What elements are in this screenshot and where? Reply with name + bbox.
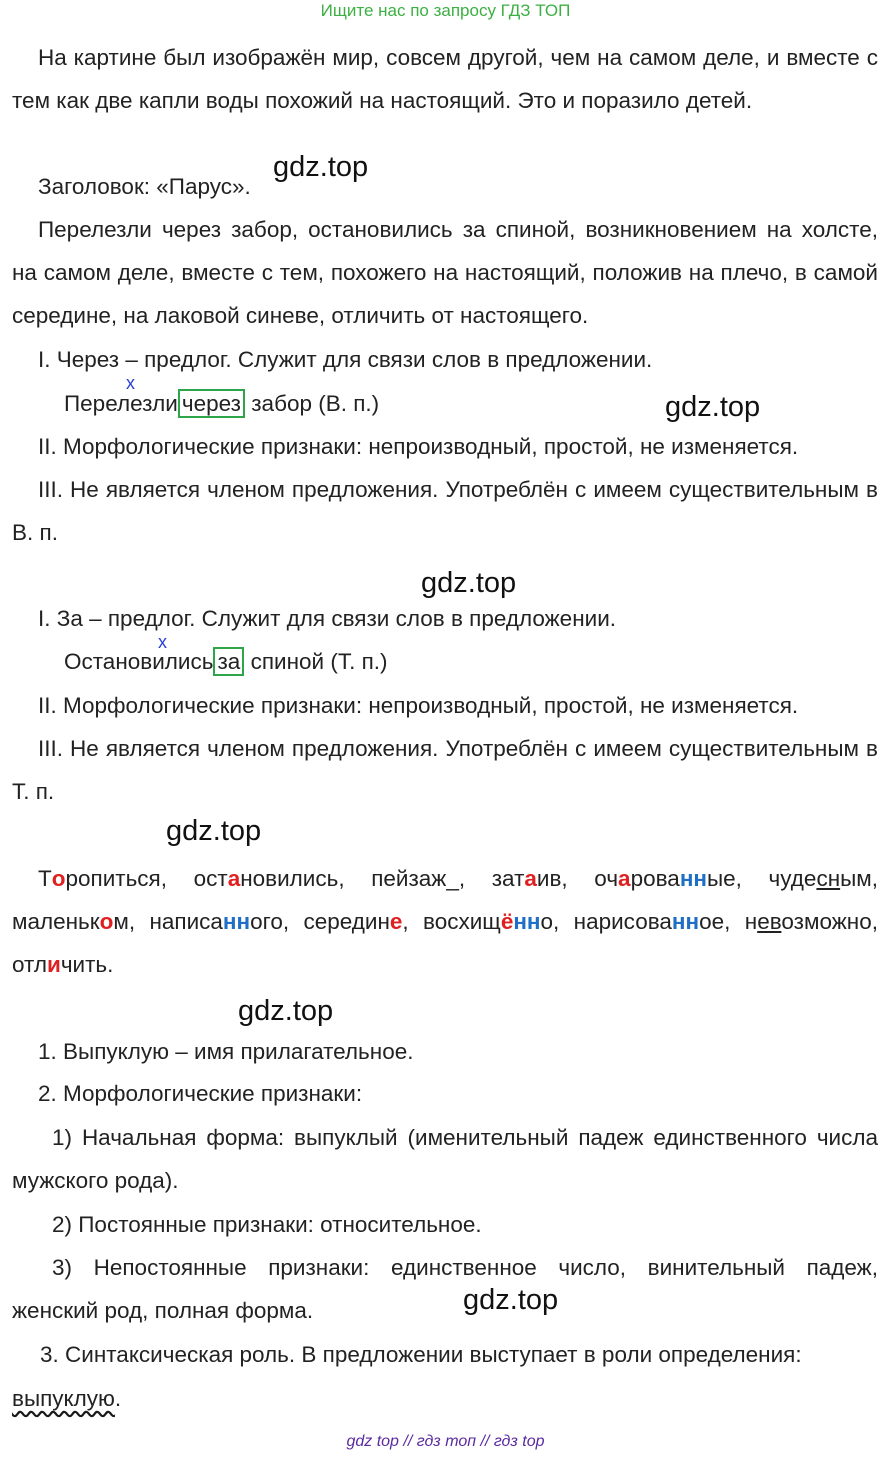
footer-separator: // xyxy=(480,1433,490,1450)
paragraph-title: Заголовок: «Парус». xyxy=(38,174,251,199)
boxed-preposition: за xyxy=(213,647,244,676)
example-rest: спиной (Т. п.) xyxy=(250,649,388,674)
search-notice[interactable]: Ищите нас по запросу ГДЗ ТОП xyxy=(320,1,571,20)
morph-line5: 3) Непостоянные признаки: единственное число, винительный падеж, женский род, полная форма. xyxy=(12,1255,878,1323)
paragraph-intro: На картине был изображён мир, совсем другой, чем на самом деле, и вместе с тем как две капли воды похожий на настоящий. Это и поразило детей. xyxy=(12,45,878,113)
morph-line2: 2. Морфологические признаки: xyxy=(38,1081,363,1106)
example-word: Остановились xyxy=(64,649,214,674)
analysis2-line4: III. Не является членом предложения. Употреблён с имеем существительным в Т. п. xyxy=(12,736,878,804)
watermark: gdz.top xyxy=(421,567,517,599)
footer-link[interactable]: гдз топ xyxy=(416,1433,477,1450)
paragraph-phrases: Перелезли через забор, остановились за спиной, возникновением на холсте, на самом деле, вместе с тем, похожего на настоящий, положив на плечо, в самой середине, на лаковой синеве, отличить от настоящего. xyxy=(12,217,878,328)
morph-line7: выпуклую. xyxy=(12,1386,122,1411)
morph-line1: 1. Выпуклую – имя прилагательное. xyxy=(38,1039,414,1064)
watermark: gdz.top xyxy=(665,391,761,423)
analysis1-line1: I. Через – предлог. Служит для связи слов в предложении. xyxy=(38,347,653,372)
morph-line6: 3. Синтаксическая роль. В предложении выступает в роли определения: xyxy=(40,1342,802,1367)
analysis1-line3: II. Морфологические признаки: непроизводный, простой, не изменяется. xyxy=(38,434,799,459)
footer-link[interactable]: гдз top xyxy=(493,1433,545,1450)
analysis1-example xyxy=(64,382,379,425)
watermark: gdz.top xyxy=(463,1284,559,1316)
cross-marker: x xyxy=(158,632,167,652)
watermark: gdz.top xyxy=(273,151,369,183)
example-word: Перелезли xyxy=(64,391,178,416)
morph-line3: 1) Начальная форма: выпуклый (именительный падеж единственного числа мужского рода). xyxy=(12,1125,878,1193)
analysis1-line4: III. Не является членом предложения. Употреблён с имеем существительным в В. п. xyxy=(12,477,878,545)
boxed-preposition: через xyxy=(178,389,245,418)
cross-marker: x xyxy=(126,373,135,393)
example-rest: забор (В. п.) xyxy=(251,391,380,416)
watermark: gdz.top xyxy=(166,815,262,847)
wavy-underlined-word: выпуклую xyxy=(12,1386,115,1411)
footer-separator: // xyxy=(403,1433,413,1450)
analysis2-line1: I. За – предлог. Служит для связи слов в предложении. xyxy=(38,606,617,631)
spelling-paragraph: Торопиться, остановились, пейзаж_, затаив, очарованные, чудесным, маленьком, написанного, середине, восхищённо, нарисованное, невозможно, отличить. xyxy=(12,866,879,977)
footer-links xyxy=(0,1430,891,1454)
analysis2-line3: II. Морфологические признаки: непроизводный, простой, не изменяется. xyxy=(38,693,799,718)
morph-line4: 2) Постоянные признаки: относительное. xyxy=(52,1212,482,1237)
watermark: gdz.top xyxy=(238,995,334,1027)
footer-link[interactable]: gdz top xyxy=(346,1433,399,1450)
analysis2-example xyxy=(64,640,388,683)
